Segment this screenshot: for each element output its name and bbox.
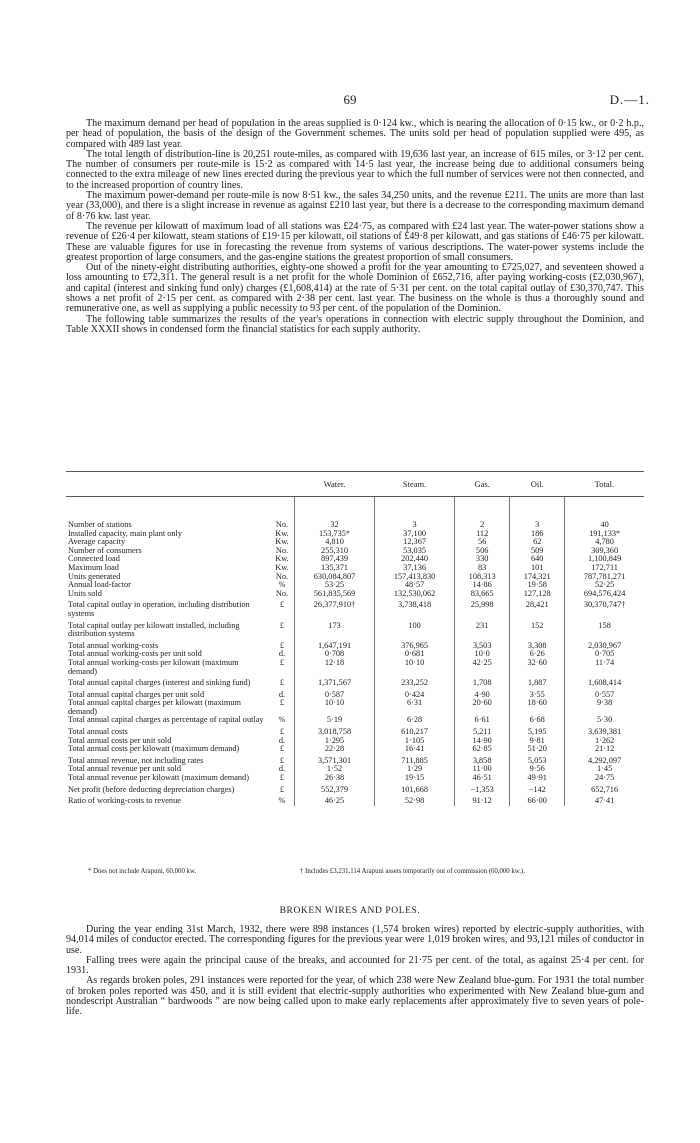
table-cell: 6·26 [510,650,565,659]
table-cell: 0·557 [565,688,644,700]
table-cell: 640 [510,555,565,564]
table-cell: 3 [375,497,455,530]
row-label: Average capacity [68,537,126,547]
table-cell: 157,413,830 [375,573,455,582]
row-unit: No. [275,588,289,598]
table-cell: 37,136 [375,564,455,573]
row-unit: £ [279,698,285,708]
table-cell: 4,780 [565,538,644,547]
table-cell: 509 [510,547,565,556]
table-cell: 19·15 [375,774,455,783]
table-cell: 330 [455,555,510,564]
row-unit: % [278,796,286,806]
table-row [66,783,644,795]
table-header-row [66,472,644,497]
row-label: Total annual revenue per kilowatt (maximum demand) [68,773,249,783]
table-cell: 0·424 [375,688,455,700]
table-row [66,564,644,573]
table-cell: 6·68 [510,716,565,725]
table-cell: 897,439 [295,555,375,564]
header-label-spacer [66,472,270,497]
table-row [66,497,644,530]
table-cell: 561,835,569 [295,590,375,599]
table-cell: 787,781,271 [565,573,644,582]
table-cell: 506 [455,547,510,556]
table-cell: 5,195 [510,725,565,737]
row-unit: £ [279,600,285,610]
table-cell: 132,530,062 [375,590,455,599]
table-footnote: † Includes £3,231,114 Arapuni assets temporarily out of commission (60,000 kw.). [300,868,525,875]
table-cell: 101,668 [375,783,455,795]
table-cell: 3,858 [455,754,510,766]
row-unit: d. [278,689,286,699]
table-cell: 153,735* [295,530,375,539]
table-cell: 16·41 [375,745,455,754]
table-cell: 62·85 [455,745,510,754]
table-row [66,590,644,599]
table-cell: 51·20 [510,745,565,754]
table-cell: 711,885 [375,754,455,766]
paragraph: Falling trees were again the principal cause of the breaks, and accounted for 21·75 per cent. of the total, as against 25·4 per cent. for 1931. [66,954,644,977]
table-cell: 47·41 [565,794,644,806]
table-cell: 20·60 [455,699,510,716]
table-cell: −1,353 [455,783,510,795]
table-cell: 6·28 [375,716,455,725]
column-header-oil: Oil. [510,472,565,497]
table-cell: 21·12 [565,745,644,754]
table-cell: 127,128 [510,590,565,599]
row-label: Units sold [68,588,102,598]
table-cell: 32·60 [510,659,565,676]
row-label: Total annual costs [68,727,128,737]
table-cell: 152 [510,619,565,639]
section-title: BROKEN WIRES AND POLES. [279,906,421,916]
table-cell: 3·55 [510,688,565,700]
table-row [66,716,644,725]
table-cell: 3,571,301 [295,754,375,766]
column-header-gas: Gas. [455,472,510,497]
row-label: Total annual costs per kilowatt (maximum demand) [68,744,240,754]
table-cell: 66·00 [510,794,565,806]
table-cell: 19·58 [510,581,565,590]
row-unit: % [278,715,286,725]
table-cell: 172,711 [565,564,644,573]
table-cell: 5·30 [565,716,644,725]
row-label: Connected load [68,554,120,564]
row-unit: % [278,580,286,590]
table-cell: 173 [295,619,375,639]
table-cell: 83 [455,564,510,573]
row-unit: d. [278,735,286,745]
row-label: Installed capacity, main plant only [68,528,182,538]
paragraph: During the year ending 31st March, 1932, there were 898 instances (1,574 broken wires) reported by electric-supply authorities, with 94,014 miles of conductor erected. The corresponding figures for the previous year were 1,019 broken wires, and 93,121 miles of conductor in use. [66,924,644,956]
row-label: Total annual costs per unit sold [68,735,172,745]
table-cell: 5,053 [510,754,565,766]
table-cell: 1·45 [565,765,644,774]
table-row [66,530,644,539]
table-cell: 0·681 [375,650,455,659]
paragraph: Out of the ninety-eight distributing authorities, eighty-one showed a profit for the year amounting to £725,027, and seventeen showed a loss amounting to £72,311. The general result is a net profit for the whole Dominion of £652,716, after paying working-costs (£2,030,967), and capital (interest and sinking fund only) charges (£1,608,414) at the rate of 5·31 per cent. on the total capital outlay of £30,370,747. This shows a net profit of 2·15 per cent. as compared with 2·38 per cent. last year. The business on the whole is thus a thoroughly sound and remunerative one, as well as supplying a public necessity to 93 per cent. of the population of the Dominion. [66,262,644,315]
table-cell: 202,440 [375,555,455,564]
table-cell: 9·56 [510,765,565,774]
row-unit: £ [279,755,285,765]
table-row [66,573,644,582]
table-body [66,497,644,806]
table-cell: 694,576,424 [565,590,644,599]
row-unit: Kw. [275,554,289,564]
table-cell: 26·38 [295,774,375,783]
table-cell: 1·52 [295,765,375,774]
table-row [66,538,644,547]
table-cell: 233,252 [375,676,455,688]
table-cell: 5·19 [295,716,375,725]
row-unit: No. [275,520,289,529]
table-cell: 22·28 [295,745,375,754]
table-cell: 37,100 [375,530,455,539]
table-row [66,774,644,783]
table-row [66,547,644,556]
table-cell: 552,379 [295,783,375,795]
table-cell: 101 [510,564,565,573]
row-label: Total capital outlay per kilowatt installed, including distribution systems [68,620,240,639]
row-unit: £ [279,773,285,783]
row-unit: £ [279,784,285,794]
table-cell: 1,708 [455,676,510,688]
table-cell: 42·25 [455,659,510,676]
table-cell: 652,716 [565,783,644,795]
table-cell: 3,018,758 [295,725,375,737]
row-unit: £ [279,657,285,667]
row-label: Total capital outlay in operation, including distribution systems [68,600,250,618]
table-cell: 26,377,910† [295,598,375,618]
table-cell: 1,371,567 [295,676,375,688]
table-cell: 9·38 [565,699,644,716]
table-cell: 6·31 [375,699,455,716]
column-header-water: Water. [295,472,375,497]
table-cell: 49·91 [510,774,565,783]
table-cell: 6·61 [455,716,510,725]
table-cell: 10·10 [375,659,455,676]
row-unit: d. [278,649,286,659]
row-unit: Kw. [275,528,289,538]
row-label: Total annual capital charges (interest and sinking fund) [68,678,251,688]
row-label: Total annual working-costs per unit sold [68,649,202,659]
paragraph: The revenue per kilowatt of maximum load of all stations was £24·75, as compared with £24 last year. The water-power stations show a revenue of £26·4 per kilowatt, steam stations of £19·15 per kilowatt, oil stations of £49·8 per kilowatt, and gas stations of £46·75 per kilowatt. These are valuable figures for use in forecasting the revenue from systems of various descriptions. The water-power systems include the greatest proportion of large consumers, and the gas-engine stations the greatest proportion of small consumers. [66,220,644,263]
intro-text [66,119,644,335]
table-row [66,659,644,676]
table-cell: 28,421 [510,598,565,618]
table-cell: 1·29 [375,765,455,774]
table-cell: 52·25 [565,581,644,590]
table-cell: 5,211 [455,725,510,737]
table-row [66,725,644,737]
table-cell: 3 [510,497,565,530]
table-cell: 0·708 [295,650,375,659]
row-label: Number of consumers [68,545,142,555]
table-cell: 11·00 [455,765,510,774]
table-cell: 12·18 [295,659,375,676]
table-cell: 46·51 [455,774,510,783]
row-label: Total annual capital charges as percentage of capital outlay [68,715,264,725]
table-cell: 3,503 [455,639,510,651]
row-unit: £ [279,744,285,754]
table-cell: 1,647,191 [295,639,375,651]
table-cell: 10·0 [455,650,510,659]
table-row [66,581,644,590]
table-cell: 0·587 [295,688,375,700]
table-cell: 1·262 [565,737,644,746]
table-cell: 158 [565,619,644,639]
table-cell: 62 [510,538,565,547]
table-cell: 83,665 [455,590,510,599]
table-cell: 1,608,414 [565,676,644,688]
table-cell: 255,310 [295,547,375,556]
row-unit: £ [279,678,285,688]
table-row [66,555,644,564]
paragraph: The maximum demand per head of population in the areas supplied is 0·124 kw., which is nearing the allocation of 0·15 kw., or 0·2 h.p., per head of population, the basis of the design of the Government schemes. The units sold per head of population supplied were 495, as compared with 489 last year. [66,118,644,150]
table-cell: 91·12 [455,794,510,806]
table-footnote: * Does not include Arapuni, 60,000 kw. [88,868,197,875]
row-label: Total annual working-costs per kilowatt (maximum demand) [68,657,239,676]
table-cell: 1,100,849 [565,555,644,564]
table-row [66,745,644,754]
row-label: Units generated [68,571,121,581]
row-unit: £ [279,727,285,737]
column-header-total: Total. [565,472,644,497]
table-row [66,699,644,716]
row-unit: Kw. [275,537,289,547]
table-cell: 18·60 [510,699,565,716]
paragraph: The following table summarizes the results of the year's operations in connection with electric supply throughout the Dominion, and Table XXXII shows in condensed form the financial statistics for each supply authority. [66,313,644,335]
table-row [66,676,644,688]
table-cell: 112 [455,530,510,539]
table-cell: 231 [455,619,510,639]
row-unit: £ [279,620,285,630]
row-label: Total annual revenue per unit sold [68,764,182,774]
row-label: Total annual working-costs [68,640,159,650]
table-cell: 53·25 [295,581,375,590]
table-cell: 1·295 [295,737,375,746]
summary-table [66,471,644,806]
table-cell: 2,030,967 [565,639,644,651]
table-cell: 1·105 [375,737,455,746]
column-header-steam: Steam. [375,472,455,497]
table-cell: 30,370,747† [565,598,644,618]
row-unit: £ [279,640,285,650]
row-label: Annual load-factor [68,580,131,590]
document-reference: D.—1. [609,92,650,107]
paragraph: As regards broken poles, 291 instances were reported for the year, of which 238 were New Zealand blue-gum. For 1931 the total number of broken poles reported was 450, and it is still evident that electric-supply authorities who experimented with New Zealand blue-gum and nondescript Australian “ bardwoods ” are now being called upon to make early replacements after approximately five to seven years of pole-life. [66,975,644,1018]
table-cell: 14·90 [455,737,510,746]
table-cell: 376,965 [375,639,455,651]
row-label: Number of stations [68,520,132,529]
table-cell: 108,313 [455,573,510,582]
table-cell: 3,738,418 [375,598,455,618]
table-cell: 630,084,807 [295,573,375,582]
paragraph: The maximum power-demand per route-mile is now 8·51 kw., the sales 34,250 units, and the revenue £211. The units are more than last year (33,000), and there is a slight increase in revenue as against £210 last year, but there is a decrease to the corresponding maximum demand of 8·76 kw. last year. [66,190,644,222]
table-cell: 25,998 [455,598,510,618]
row-label: Total annual revenue, not including rates [68,755,204,765]
table-cell: 610,217 [375,725,455,737]
table-cell: 32 [295,497,375,530]
table-cell: 3,639,381 [565,725,644,737]
row-unit: No. [275,545,289,555]
table-cell: 4,810 [295,538,375,547]
wires-text [66,925,644,1018]
table-row [66,598,644,618]
row-label: Total annual capital charges per kilowatt (maximum demand) [68,698,241,716]
table-cell: 4·90 [455,688,510,700]
table-cell: 53,035 [375,547,455,556]
table-cell: 4,292,097 [565,754,644,766]
row-label: Net profit (before deducting depreciation charges) [68,784,235,794]
table-cell: 3,308 [510,639,565,651]
table-cell: 174,321 [510,573,565,582]
table-row [66,619,644,639]
row-unit: No. [275,571,289,581]
row-label: Total annual capital charges per unit sold [68,689,205,699]
table-cell: 2 [455,497,510,530]
table-cell: −142 [510,783,565,795]
table-cell: 1,887 [510,676,565,688]
table-cell: 191,133* [565,530,644,539]
row-unit: d. [278,764,286,774]
row-label: Maximum load [68,562,119,572]
table-cell: 12,367 [375,538,455,547]
paragraph: The total length of distribution-line is 20,251 route-miles, as compared with 19,636 last year, an increase of 615 miles, or 3·12 per cent. The number of consumers per route-mile is 15·2 as compared with 14·5 last year, the increase being due to additional consumers being connected to the extra mileage of new lines erected during the previous year to which the full number of services were not then connected, and to the increased proportion of country lines. [66,148,644,191]
table-cell: 135,371 [295,564,375,573]
table-row [66,794,644,806]
table-cell: 100 [375,619,455,639]
row-unit: Kw. [275,562,289,572]
table-cell: 48·57 [375,581,455,590]
table-cell: 40 [565,497,644,530]
table-cell: 46·25 [295,794,375,806]
table-cell: 14·86 [455,581,510,590]
table-cell: 10·10 [295,699,375,716]
table-cell: 309,360 [565,547,644,556]
table-cell: 52·98 [375,794,455,806]
table-cell: 9·81 [510,737,565,746]
table-cell: 56 [455,538,510,547]
table-cell: 24·75 [565,774,644,783]
table-cell: 11·74 [565,659,644,676]
header-unit-spacer [270,472,295,497]
table-cell: 0·705 [565,650,644,659]
table-cell: 186 [510,530,565,539]
page-number: 69 [343,92,357,107]
row-label: Ratio of working-costs to revenue [68,796,181,806]
